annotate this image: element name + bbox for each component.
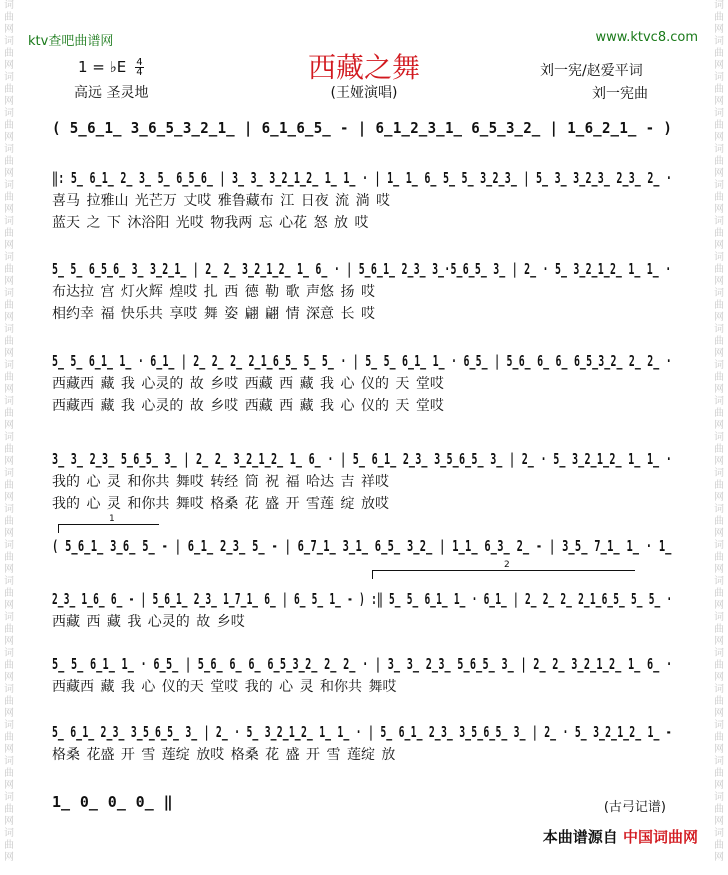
notation-row: 1̲ 0̲ 0̲ 0̲ ‖ bbox=[52, 793, 173, 811]
song-title: 西藏之舞 bbox=[307, 51, 420, 84]
lyric-verse-1: 格桑 花盛 开 雪 莲绽 放哎 格桑 花 盛 开 雪 莲绽 放 bbox=[52, 747, 396, 763]
staff-line-3 bbox=[52, 257, 672, 325]
style-marking: 高远 圣灵地 bbox=[74, 85, 149, 101]
performer: (王娅演唱) bbox=[330, 85, 398, 101]
staff-line-1 bbox=[52, 116, 672, 140]
time-signature bbox=[135, 58, 144, 77]
source-line bbox=[543, 826, 698, 847]
staff-line-5 bbox=[52, 447, 672, 515]
lyric-verse-2: 相约幸 福 快乐共 享哎 舞 姿 翩 翩 情 深意 长 哎 bbox=[52, 306, 375, 322]
staff-line-4 bbox=[52, 349, 672, 417]
time-bottom: 4 bbox=[136, 67, 143, 78]
volta-2: 2 bbox=[372, 570, 635, 579]
composer: 刘一宪曲 bbox=[592, 86, 648, 102]
notation-row: ( 5̲6̲1̲ 3̲6̲5̲3̲2̲1̲ | 6̲1̲6̲5̲ - | 6̲1̲2̲3̲1̲ 6̲5̲3̲2̲ | 1̲6̲2̲1̲ - ) bbox=[52, 119, 673, 137]
lyric-verse-1: 我的 心 灵 和你共 舞哎 转经 筒 祝 福 哈达 吉 祥哎 bbox=[52, 474, 389, 490]
source-site-link[interactable]: 中国词曲网 bbox=[622, 828, 698, 846]
site-url-right[interactable]: www.ktvc8.com bbox=[595, 30, 698, 45]
time-top: 4 bbox=[136, 57, 143, 68]
lyric-verse-2: 蓝天 之 下 沐浴阳 光哎 物我两 忘 心花 怒 放 哎 bbox=[52, 215, 369, 231]
credits bbox=[540, 60, 648, 106]
key-signature bbox=[78, 58, 144, 77]
notation-row: 2̲3̲ 1̲6̲ 6̲ - | 5̲6̲1̲ 2̲3̲ 1̲7̲1̲ 6̲ | 6̲ 5̲ 1̲ - ) :‖ 5̲ 5̲ 6̲1̲ 1̲ · 6̲1̲ | 2̲ 2̲ 2̲ 2̲1̲6̲5̲ 5̲ 5̲ · bbox=[52, 590, 673, 608]
lyric-verse-2: 我的 心 灵 和你共 舞哎 格桑 花 盛 开 雪莲 绽 放哎 bbox=[52, 496, 389, 512]
notation-row: ( 5̲6̲1̲ 3̲6̲ 5̲ - | 6̲1̲ 2̲3̲ 5̲ - | 6̲7̲1̲ 3̲1̲ 6̲5̲ 3̲2̲ | 1̲1̲ 6̲3̲ 2̲ - | 3̲5̲ 7̲1̲ 1̲ · 1̲ bbox=[52, 537, 672, 555]
notation-row: 5̲ 6̲1̲ 2̲3̲ 3̲5̲6̲5̲ 3̲ | 2̲ · 5̲ 3̲2̲1̲2̲ 1̲ 1̲ · | 5̲ 6̲1̲ 2̲3̲ 3̲5̲6̲5̲ 3̲ | 2̲ · 5̲ 3̲2̲1̲2̲ 1̲ - bbox=[52, 723, 672, 741]
staff-line-9 bbox=[52, 720, 672, 766]
lyric-verse-1: 西藏西 藏 我 心灵的 故 乡哎 西藏 西 藏 我 心 仪的 天 堂哎 bbox=[52, 376, 444, 392]
staff-line-10 bbox=[52, 790, 672, 814]
lyric-verse-1: 西藏 西 藏 我 心灵的 故 乡哎 bbox=[52, 614, 245, 630]
lyric-verse-2: 西藏西 藏 我 心灵的 故 乡哎 西藏 西 藏 我 心 仪的 天 堂哎 bbox=[52, 398, 444, 414]
site-name-left[interactable]: ktv查吧曲谱网 bbox=[28, 34, 114, 49]
volta-1: 1 bbox=[58, 524, 159, 533]
lyric-verse-1: 西藏西 藏 我 心 仪的天 堂哎 我的 心 灵 和你共 舞哎 bbox=[52, 679, 397, 695]
staff-line-7 bbox=[52, 587, 672, 633]
watermark-right: 词曲网词曲网词曲网词曲网词曲网词曲网词曲网词曲网词曲网词曲网词曲网词曲网词曲网词曲网词曲网词曲网词曲网词曲网词曲网词曲网词曲网词曲网词曲网词曲网 bbox=[714, 0, 724, 863]
notation-row: 5̲ 5̲ 6̲5̲6̲ 3̲ 3̲2̲1̲ | 2̲ 2̲ 3̲2̲1̲2̲ 1̲ 6̲ · | 5̲6̲1̲ 2̲3̲ 3̲·5̲6̲5̲ 3̲ | 2̲ · 5̲ 3̲2̲1̲2̲ 1̲ 1̲ · bbox=[52, 260, 672, 278]
lyric-verse-1: 布达拉 宫 灯火辉 煌哎 扎 西 德 勒 歌 声悠 扬 哎 bbox=[52, 284, 375, 300]
lyric-verse-1: 喜马 拉雅山 光芒万 丈哎 雅鲁藏布 江 日夜 流 淌 哎 bbox=[52, 193, 391, 209]
notation-row: 5̲ 5̲ 6̲1̲ 1̲ · 6̲1̲ | 2̲ 2̲ 2̲ 2̲1̲6̲5̲ 5̲ 5̲ · | 5̲ 5̲ 6̲1̲ 1̲ · 6̲5̲ | 5̲6̲ 6̲ 6̲ 6̲5̲3̲2̲ 2̲ 2̲ · bbox=[52, 352, 672, 370]
notation-row: 5̲ 5̲ 6̲1̲ 1̲ · 6̲5̲ | 5̲6̲ 6̲ 6̲ 6̲5̲3̲2̲ 2̲ 2̲ · | 3̲ 3̲ 2̲3̲ 5̲6̲5̲ 3̲ | 2̲ 2̲ 3̲2̲1̲2̲ 1̲ 6̲ · bbox=[52, 655, 673, 673]
notation-row: 3̲ 3̲ 2̲3̲ 5̲6̲5̲ 3̲ | 2̲ 2̲ 3̲2̲1̲2̲ 1̲ 6̲ · | 5̲ 6̲1̲ 2̲3̲ 3̲5̲6̲5̲ 3̲ | 2̲ · 5̲ 3̲2̲1̲2̲ 1̲ 1̲ · bbox=[52, 450, 673, 468]
watermark-left: 词曲网词曲网词曲网词曲网词曲网词曲网词曲网词曲网词曲网词曲网词曲网词曲网词曲网词曲网词曲网词曲网词曲网词曲网词曲网词曲网词曲网词曲网词曲网词曲网 bbox=[4, 0, 14, 863]
staff-line-6 bbox=[52, 534, 672, 558]
staff-line-8 bbox=[52, 652, 672, 698]
transcriber-credit: (古弓记谱) bbox=[603, 800, 666, 815]
notation-row: ‖: 5̲ 6̲1̲ 2̲ 3̲ 5̲ 6̲5̲6̲ | 3̲ 3̲ 3̲2̲1̲2̲ 1̲ 1̲ · | 1̲ 1̲ 6̲ 5̲ 5̲ 3̲2̲3̲ | 5̲ 3̲ 3̲2̲3̲ 2̲3̲ 2̲ · bbox=[52, 169, 673, 187]
staff-line-2 bbox=[52, 166, 672, 234]
source-prefix: 本曲谱源自 bbox=[542, 828, 618, 846]
lyricist: 刘一宪/赵爱平词 bbox=[540, 63, 643, 79]
key-text: 1 = ♭E bbox=[78, 58, 127, 76]
